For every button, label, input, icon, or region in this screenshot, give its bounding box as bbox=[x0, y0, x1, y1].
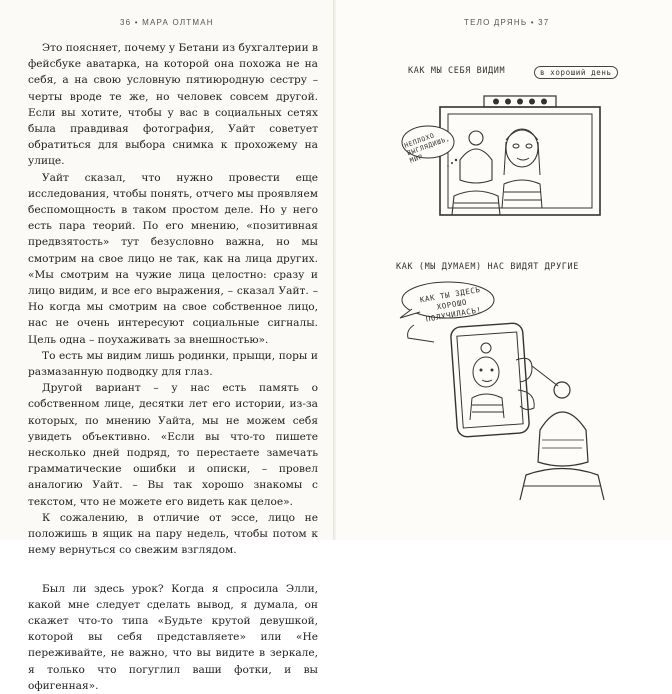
running-head-right: ТЕЛО ДРЯНЬ • 37 bbox=[464, 18, 550, 27]
running-head-left: 36 • МАРА ОЛТМАН bbox=[120, 18, 214, 27]
right-page bbox=[336, 0, 672, 540]
paragraph: Другой вариант – у нас есть память о собственном лице, десятки лет его истории, из-за которых, по мнению Уайта, мы не можем себя увидеть объективно. «Если вы что-то пишете несколько дней подряд, то перестаете замечать грамматические ошибки и описки, – провел аналогию Уайт. – Вы так хорошо знакомы с текстом, что не можете его видеть как целое». bbox=[28, 382, 318, 508]
paragraph: Это поясняет, почему у Бетани из бухгалтерии в фейсбуке аватарка, на которой она похожа не на себя, а на свою условную пятиюродную сестру – черты вроде те же, но человек совсем другой. Если вы хотите, чтобы у вас в социальных сетях была правдивая фотография, Уайт советует обратиться для выбора снимка к прохожему на улице. bbox=[28, 42, 319, 168]
left-page bbox=[0, 0, 336, 692]
caption-how-others-see-us: КАК (МЫ ДУМАЕМ) НАС ВИДЯТ ДРУГИЕ bbox=[396, 262, 579, 272]
paragraph: То есть мы видим лишь родинки, прыщи, поры и размазанную подводку для глаз. bbox=[28, 349, 318, 379]
caption-good-day-bubble: в хороший день bbox=[534, 66, 618, 79]
caption-how-we-see-ourselves: КАК МЫ СЕБЯ ВИДИМ bbox=[408, 66, 506, 76]
paragraph: Уайт сказал, что нужно провести еще исследования, чтобы понять, отчего мы проявляем беспомощность в таком простом деле. Но у него есть пара теорий. По его мнению, «позитивная предвзятость» тут безусловно важна, но мы смотрим на свое лицо не так, как на лица других. «Мы смотрим на чужие лица целостно: сразу и лицо видим, и все его выражения, – сказал Уайт. – Но когда мы смотрим на свое собственное лицо, нас не очень интересуют социальные сигналы. Цель одна – поухаживать за внешностью». bbox=[28, 171, 318, 346]
paragraph: К сожалению, в отличие от эссе, лицо не положишь в ящик на пару недель, чтобы потом к нему вернуться со свежим взглядом. bbox=[28, 511, 318, 557]
paragraph: Был ли здесь урок? Когда я спросила Элли, какой мне следует сделать вывод, я думала, он скажет что-то типа «Будьте крутой девушкой, которой вы себя представляете» или «Не переживайте, не важно, что вы видите в зеркале, я только что погуглил ваши фотки, и вы офигенная». bbox=[28, 582, 318, 692]
speech-bubble-bottom-text: КАК ТЫ ЗДЕСЬ ХОРОШО ПОЛУЧИЛАСЬ! bbox=[419, 284, 483, 324]
speech-bubble-top-text: НЕПЛОХО ВЫГЛЯДИШЬ, МИР bbox=[403, 131, 452, 165]
body-text bbox=[28, 40, 318, 694]
